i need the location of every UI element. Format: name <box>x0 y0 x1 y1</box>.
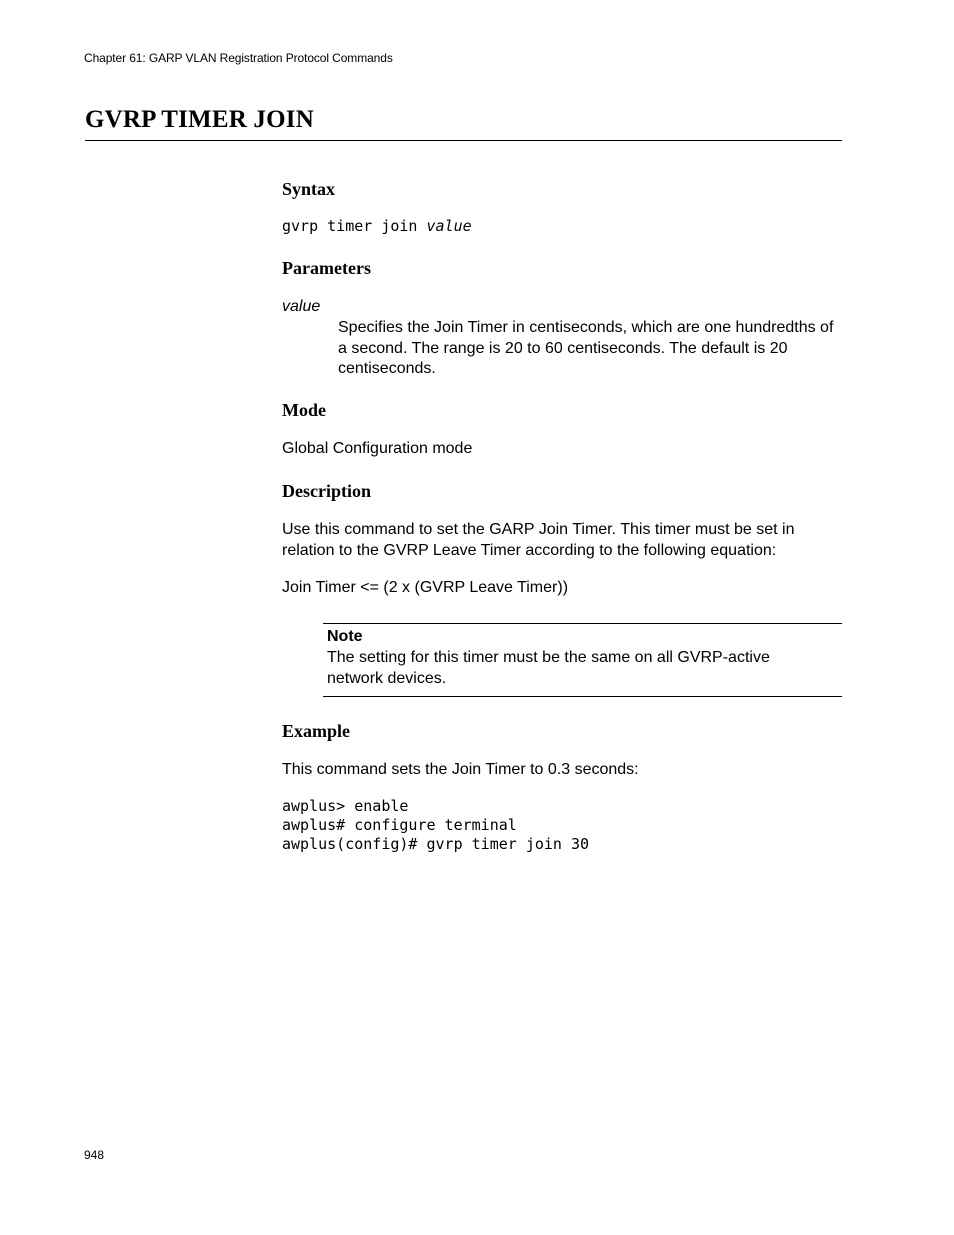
parameters-heading: Parameters <box>282 258 371 278</box>
parameter-name: value <box>282 298 321 315</box>
syntax-command-text: gvrp timer join <box>282 217 427 235</box>
syntax-command <box>282 217 472 236</box>
example-heading: Example <box>282 721 351 741</box>
example-intro: This command sets the Join Timer to 0.3 seconds: <box>282 761 639 778</box>
parameter-description: Specifies the Join Timer in centiseconds, which are one hundredths of a second. The range is 20 to 60 centiseconds. The default is 20 centiseconds. <box>338 319 834 377</box>
description-equation: Join Timer <= (2 x (GVRP Leave Timer)) <box>282 579 569 596</box>
mode-text: Global Configuration mode <box>282 440 473 457</box>
running-header: Chapter 61: GARP VLAN Registration Protocol Commands <box>84 51 393 65</box>
note-label: Note <box>327 628 363 645</box>
title-rule <box>85 140 842 141</box>
example-code-line: awplus> enable <box>282 797 409 815</box>
page-title: GVRP TIMER JOIN <box>85 106 314 133</box>
description-heading: Description <box>282 481 371 501</box>
note-text: The setting for this timer must be the same on all GVRP-active network devices. <box>327 649 770 687</box>
description-paragraph: Use this command to set the GARP Join Timer. This timer must be set in relation to the GVRP Leave Timer according to the following equation: <box>282 521 795 559</box>
syntax-argument: value <box>426 217 472 235</box>
example-code-line: awplus(config)# gvrp timer join 30 <box>282 835 590 853</box>
example-code-line: awplus# configure terminal <box>282 816 517 834</box>
page-number: 948 <box>84 1148 105 1162</box>
syntax-heading: Syntax <box>282 179 336 199</box>
mode-heading: Mode <box>282 400 326 420</box>
note-box <box>323 623 842 697</box>
